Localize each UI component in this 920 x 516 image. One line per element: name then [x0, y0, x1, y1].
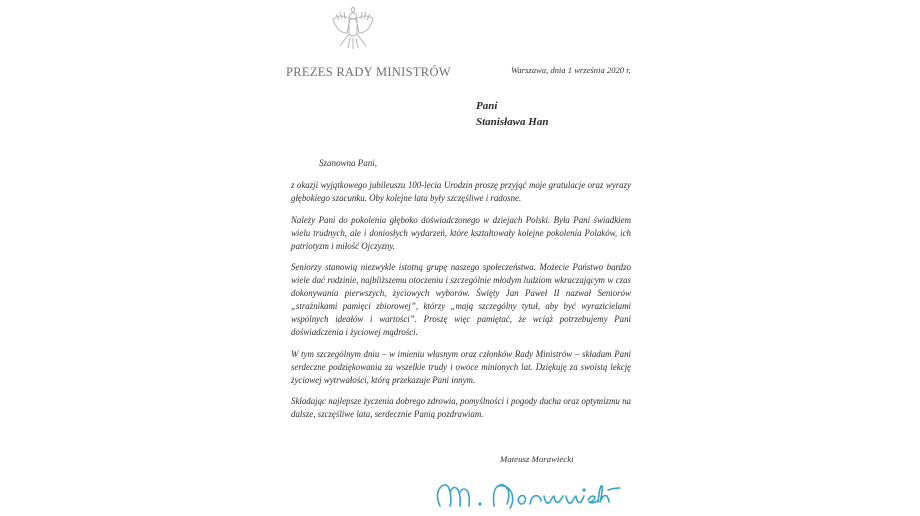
handwritten-signature: [432, 478, 622, 512]
paragraph: Seniorzy stanowią niezwykle istotną grupę naszego społeczeństwa. Możecie Państwo bardzo wiele dać rodzinie, najbliższemu otoczeniu i szczególnie młodym ludziom wkraczającym w czas dokonywania pierwszych, życiowych wyborów. Święty Jan Paweł II nazwał Seniorów „strażnikami pamięci zbiorowej”, którzy „mają szczególny tytuł, aby być wyrazicielami wspólnych ideałów i wartości”. Proszę więc pamiętać, że wciąż potrzebujemy Pani doświadczenia i życiowej mądrości.: [291, 262, 631, 337]
letterhead-office-title: PREZES RADY MINISTRÓW: [286, 65, 451, 79]
paragraph: W tym szczególnym dniu – w imieniu własnym oraz członków Rady Ministrów – składam Pani serdeczne podziękowania za wszelkie trudy i owoce minionych lat. Dziękuję za swoistą lekcję życiowej wytrwałości, którą przekazuje Pani innym.: [291, 348, 631, 385]
paragraph: z okazji wyjątkowego jubileuszu 100-lecia Urodzin proszę przyjąć moje gratulacje oraz wyrazy głębokiego szacunku. Oby kolejne lata były szczęśliwe i radosne.: [291, 180, 631, 203]
recipient-title: Pani: [476, 100, 498, 112]
signer-name: Mateusz Morawiecki: [500, 454, 574, 464]
recipient-name: Stanisława Han: [476, 116, 549, 128]
salutation: Szanowna Pani,: [319, 158, 378, 168]
letter-body: [291, 179, 631, 430]
paragraph: Należy Pani do pokolenia głęboko doświadczonego w dziejach Polski. Była Pani świadkiem wielu trudnych, ale i doniosłych wydarzeń, które kształtowały kolejne pokolenia Polaków, ich patriotyzm i miłość Ojczyzny.: [291, 214, 631, 251]
date-line: Warszawa, dnia 1 września 2020 r.: [511, 65, 631, 75]
paragraph: Składając najlepsze życzenia dobrego zdrowia, pomyślności i pogody ducha oraz optymizmu na dalsze, szczęśliwe lata, serdecznie Panią pozdrawiam.: [291, 396, 631, 419]
recipient-block: [476, 98, 548, 130]
eagle-emblem-icon: [330, 6, 376, 52]
